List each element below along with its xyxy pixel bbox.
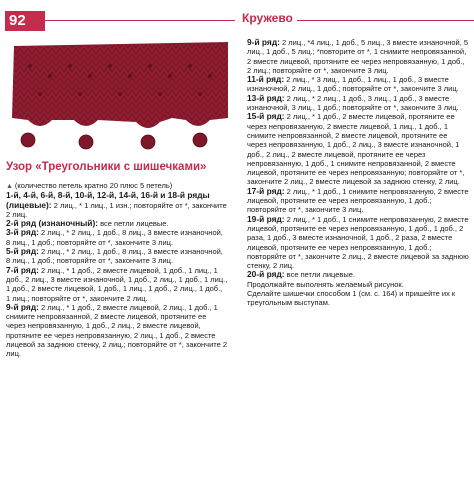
- knitted-lace-photo: [0, 36, 230, 154]
- instruction-note: Сделайте шишечки способом 1 (см. с. 164) и пришейте их к треугольным выступам.: [247, 289, 456, 308]
- instruction-row: 2-й ряд (изнаночный): все петли лицевые.: [6, 218, 169, 229]
- instruction-row: 9-й ряд: 2 лиц., *4 лиц., 1 доб., 5 лиц., 3 вместе изнаночной, 5 лиц., 1 доб., 5 лиц.; *повторите от *, 1 снимите непровязанной, 2 вместе лицевой, протяните ее через непровязанную, 1 доб., 2 лиц.; повторяйте от *, закончите 3 лиц.: [247, 37, 469, 75]
- instruction-row: ▲ (количество петель кратно 20 плюс 5 петель): [6, 181, 173, 190]
- instruction-row: 5-й ряд: 2 лиц., * 2 лиц., 1 доб., 8 лиц., 3 вместе изнаночной, 8 лиц., 1 доб.; повторяйте от *, закончите 3 лиц.: [6, 246, 223, 266]
- instruction-row: 7-й ряд: 2 лиц., * 1 доб., 2 вместе лицевой, 1 доб., 1 лиц., 1 доб., 2 лиц., 3 вместе изнаночной, 1 доб., 2 лиц., 1 доб., 1 лиц., 1 доб., 2 вместе лицевой, 1 доб., 1 лиц., 1 доб., 2 лиц., 1 доб., 1 лиц.; повторяйте от *, закончите 2 лиц.: [6, 264, 228, 303]
- instruction-row: 11-й ряд: 2 лиц., * 3 лиц., 1 доб., 1 лиц., 1 доб., 3 вместе изнаночной, 2 лиц., 1 доб.; повторяйте от *, закончите 3 лиц.: [247, 74, 459, 94]
- instructions-left: [6, 181, 228, 359]
- instruction-row: 19-й ряд: 2 лиц., * 1 доб., 1 снимите непровязанную, 2 вместе лицевой, протяните ее через непровязанную, 1 доб., 1 доб., 2 раза, 1 доб., 3 вместе изнаночной, 1 доб., 2 раза, 2 вместе лицевой, протяните ее через непровязанную, 1 доб.; повторяйте от *, закончите 2 лиц., 2 вместе лицевой за заднюю стенку, 2 лиц.: [247, 213, 469, 271]
- section-title: Кружево: [238, 11, 297, 25]
- bobbles: [21, 133, 207, 149]
- instructions-right: [247, 38, 469, 308]
- instruction-row: 15-й ряд: 2 лиц., * 1 доб., 2 вместе лицевой, протяните ее через непровязанную, 2 вместе лицевой, 1 лиц., 1 доб., 1 снимите непровязанной, 2 вместе лицевой, протяните ее через непровязанную, 1 доб., 2 лиц., 3 вместе изнаночной, 1 доб., 2 лиц., 2 вместе лицевой, протяните ее через непровязанную, 1 доб., 1 снимите непровязанной, 2 вместе лицевой, протяните ее через непровязанную; повторяйте от *, закончите 2 лиц., 2 вместе лицевой за заднюю стенку, 2 лиц.: [247, 111, 465, 187]
- instruction-row: 17-й ряд: 2 лиц., * 1 доб., 1 снимите непровязанную, 2 вместе лицевой, протяните ее через непровязанную, 1 доб.; повторяйте от *, закончите 3 лиц.: [247, 185, 469, 215]
- header-rule-left: [45, 20, 235, 21]
- instruction-row: 20-й ряд: все петли лицевые.: [247, 269, 356, 280]
- instruction-row: 1-й, 4-й, 6-й, 8-й, 10-й, 12-й, 14-й, 16-й и 18-й ряды (лицевые): 2 лиц., * 1 лиц., 1 изн.; повторяйте от *, закончите 2 лиц.: [6, 190, 227, 219]
- instruction-note: Продолжайте выполнять желаемый рисунок.: [247, 279, 404, 289]
- instruction-row: 13-й ряд: 2 лиц., * 2 лиц., 1 доб., 3 лиц., 1 доб., 3 вместе изнаночной, 3 лиц., 1 доб.; повторяйте от *, закончите 3 лиц.: [247, 92, 459, 113]
- instruction-row: 9-й ряд: 2 лиц., * 1 доб., 2 вместе лицевой, 2 лиц., 1 доб., 1 снимите непровязанной, 2 вместе лицевой, протяните ее через непровязанную, 1 доб., 2 лиц., 2 вместе лицевой, протяните ее через непровязанную, 2 лиц., 1 доб., 2 вместе лицевой за заднюю стенку, 2 лиц.; повторяйте от *, закончите 2 лиц.: [6, 301, 228, 359]
- triangle-icon: ▲: [6, 183, 15, 190]
- pattern-title: Узор «Треугольники с шишечками»: [6, 161, 207, 173]
- instruction-row: 3-й ряд: 2 лиц., * 2 лиц., 1 доб., 8 лиц., 3 вместе изнаночной, 8 лиц., 1 доб.; повторяйте от *, закончите 3 лиц.: [6, 227, 223, 247]
- header-rule-right: [292, 20, 474, 21]
- page-number: 92: [5, 11, 45, 31]
